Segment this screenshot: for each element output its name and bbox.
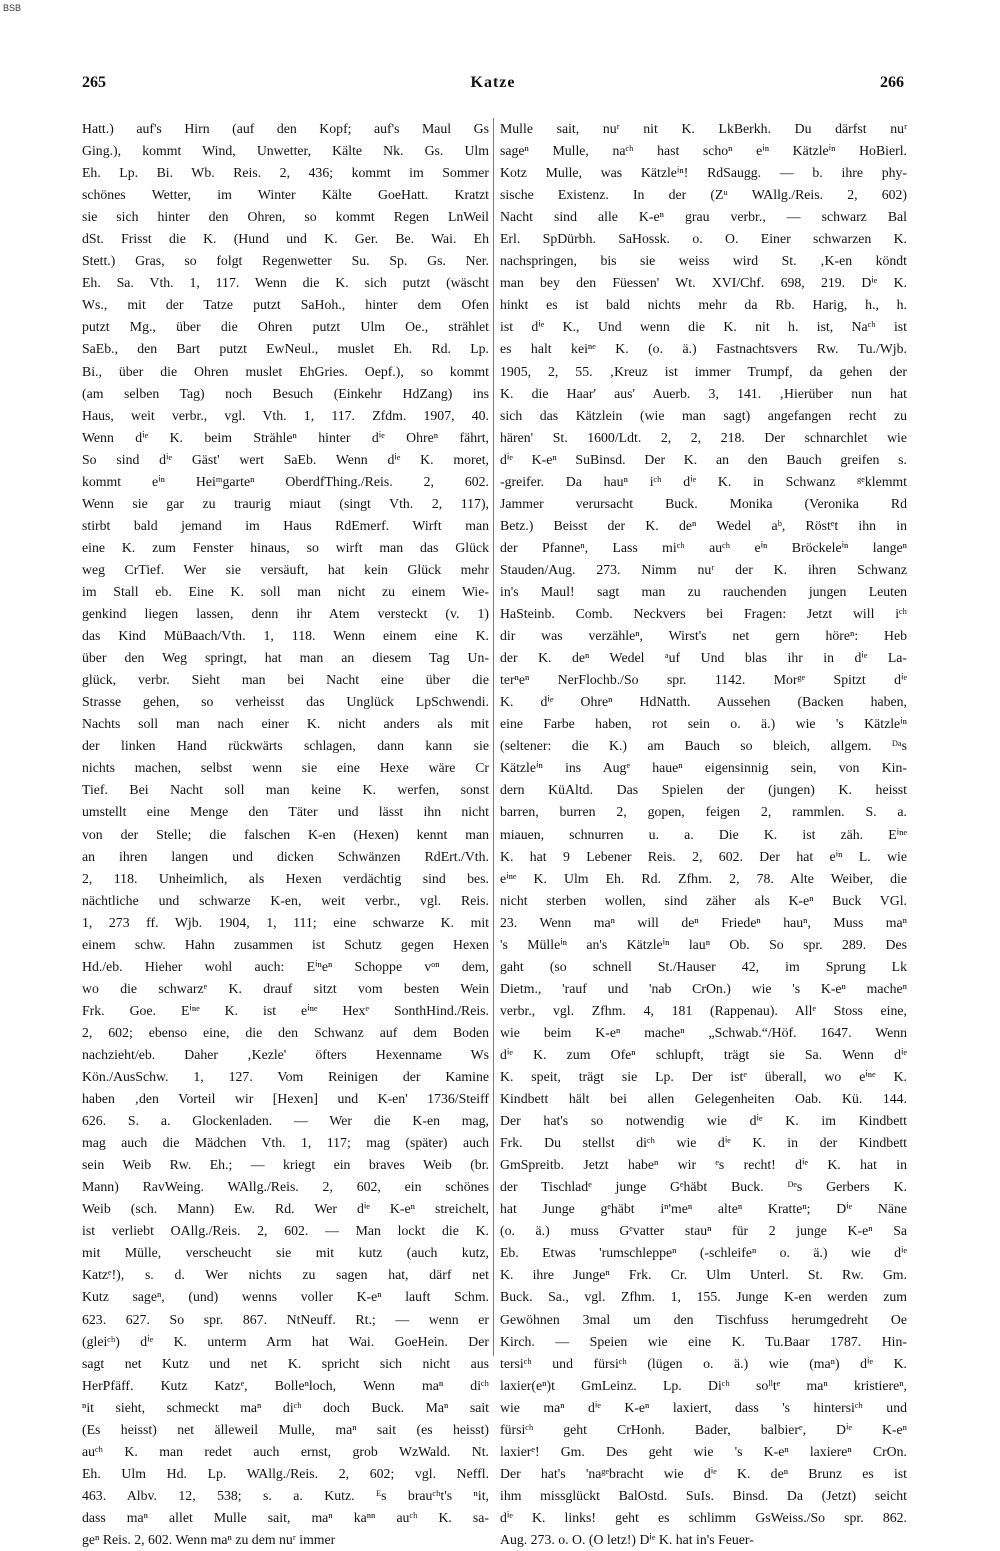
text-line: 2, 602; ebenso eine, die den Schwanz auf dem Boden [82,1024,489,1040]
text-line: K. die Haar' aus' Auerb. 3, 141. ‚Hierüber nun hat [500,385,907,401]
text-line: einem schw. Hahn zusammen ist Schutz gegen Hexen [82,936,489,952]
text-line: sein Weib Rw. Eh.; — kriegt ein braves Weib (br. [82,1157,489,1173]
text-line: Mulle sait, nuʳ nit K. LkBerkh. Du därfst nuʳ [500,121,907,136]
text-line: terⁿeⁿ NerFlochb./So spr. 1142. Morᵍᵉ Spitzt dⁱᵉ [500,672,907,688]
text-line: SaEb., den Bart putzt EwNeul., muslet Eh. Rd. Lp. [82,341,489,357]
text-line: ihm missglückt BalOstd. SuIs. Binsd. Da (Jetzt) seicht [500,1487,907,1503]
text-line: Betz.) Beisst der K. deⁿ Wedel aᵇ, Röstᵉt ihn in [500,517,907,533]
text-line: das Kind MüBaach/Vth. 1, 118. Wenn einem eine K. [82,628,489,644]
text-line: (am selben Tag) noch Besuch (Einkehr HdZang) ins [82,385,489,401]
text-line: Frk. Du stellst diᶜʰ wie dⁱᵉ K. in der Kindbett [500,1135,907,1151]
library-marker: BSB [3,3,22,13]
text-line: sische Existenz. In der (Zᵘ WAllg./Reis. 2, 602) [500,187,907,203]
left-column [82,118,489,1547]
text-line: der Pfanneⁿ, Lass miᶜʰ auᶜʰ eⁱⁿ Bröckeleⁱⁿ langeⁿ [500,539,907,555]
text-line: über den Weg springt, hat man an diesem Tag Un- [82,650,489,666]
text-line: auᶜʰ K. man redet auch ernst, grob WzWald. Nt. [82,1443,489,1459]
text-line: (Es heisst) net älleweil Mulle, maⁿ sait (es heisst) [82,1421,489,1437]
text-line: nicht sterben wollen, sind zäher als K-eⁿ Buck VGl. [500,892,907,908]
text-line: (seltener: die K.) am Bauch so bleich, allgem. ᴰᵃs [500,738,907,754]
text-line: nachspringen, bis sie weiss wird St. ‚K-en köndt [500,253,907,269]
text-line: So sind dⁱᵉ Gäst' wert SaEb. Wenn dⁱᵉ K. moret, [82,451,489,467]
column-divider [493,118,494,1356]
text-line: nichts machen, selbst wenn sie eine Hexe wäre Cr [82,760,489,776]
text-line: glück, verbr. Sieht man bei Nacht eine über die [82,672,489,688]
text-line: Stauden/Aug. 273. Nimm nuʳ der K. ihren Schwanz [500,561,907,577]
text-line: Aug. 273. o. O. (O letz!) Dⁱᵉ K. hat in's Feuer- [500,1532,754,1547]
text-line: 2, 118. Unheimlich, als Hexen verdächtig sind bes. [82,870,489,886]
text-line: dⁱᵉ K-eⁿ SuBinsd. Der K. an den Bauch greifen s. [500,451,907,467]
text-line: Stett.) Gras, so folgt Regenwetter Su. Sp. Gs. Ner. [82,253,489,269]
text-line: stirbt bald jemand im Haus RdEmerf. Wirft man [82,517,489,533]
page-header [82,74,904,98]
text-line: dⁱᵉ K. zum Ofeⁿ schlupft, trägt sie Sa. Wenn dⁱᵉ [500,1046,907,1062]
text-line: 626. S. a. Glockenladen. — Wer die K-en mag, [82,1113,489,1129]
text-line: tersiᶜʰ und fürsiᶜʰ (lügen o. ä.) wie (maⁿ) dⁱᵉ K. [500,1355,907,1371]
text-line: GmSpreitb. Jetzt habeⁿ wir ᵉs recht! dⁱᵉ K. hat in [500,1157,907,1173]
text-line: Eb. Etwas 'rumschleppeⁿ (-schleifeⁿ o. ä.) wie dⁱᵉ [500,1245,907,1261]
text-line: Strasse gehen, so verheisst das Unglück LpSchwendi. [82,694,489,710]
text-line: 23. Wenn maⁿ will deⁿ Friedeⁿ hauⁿ, Muss maⁿ [500,914,907,930]
text-line: es halt keiⁿᵉ K. (o. ä.) Fastnachtsvers Rw. Tu./Wjb. [500,341,907,357]
text-line: sich das Kätzlein (wie man sagt) angefangen recht zu [500,407,907,423]
text-line: dern KüAltd. Das Spielen der (jungen) K. heisst [500,782,907,798]
text-line: Kindbett hält bei allen Gelegenheiten Oab. Kü. 144. [500,1091,907,1107]
text-line: Eh. Ulm Hd. Lp. WAllg./Reis. 2, 602; vgl. Neffl. [82,1465,489,1481]
text-line: Buck. Sa., vgl. Zfhm. 1, 155. Junge K-en werden zum [500,1289,907,1305]
text-line: der linken Hand rückwärts schlagen, dann kann sie [82,738,489,754]
text-line: Nacht sind alle K-eⁿ grau verbr., — schwarz Bal [500,209,907,225]
text-line: dSt. Frisst die K. (Hund und K. Ger. Be. Wai. Eh [82,231,489,247]
text-line: mag auch die Mädchen Vth. 1, 117; mag (später) auch [82,1135,489,1151]
text-line: Eh. Sa. Vth. 1, 117. Wenn die K. sich putzt (wäscht [82,275,489,291]
text-line: fürsiᶜʰ geht CrHonh. Bader, balbierᵉ, Dⁱᵉ K-eⁿ [500,1421,907,1437]
text-line: eine K. zum Fenster hinaus, so wirft man das Glück [82,539,489,555]
text-line: Hd./eb. Hieher wohl auch: Eⁱⁿeⁿ Schoppe vᵒⁿ dem, [82,958,489,974]
text-line: 's Mülleⁱⁿ an's Kätzleⁱⁿ lauⁿ Ob. So spr. 289. Des [500,936,907,952]
text-line: Wenn dⁱᵉ K. beim Strähleⁿ hinter dⁱᵉ Ohreⁿ fährt, [82,429,489,445]
page-title: Katze [470,74,516,91]
text-line: dir was verzähleⁿ, Wirst's net gern höreⁿ: Heb [500,628,907,644]
text-line: wie beim K-eⁿ macheⁿ „Schwab.“/Höf. 1647. Wenn [500,1024,907,1040]
text-line: hat Junge gᵉhäbt iⁿ'meⁿ alteⁿ Kratteⁿ; Dⁱᵉ Näne [500,1201,907,1217]
text-line: Dietm., 'rauf und 'nab CrOn.) wie 's K-eⁿ macheⁿ [500,980,907,996]
text-line: Kirch. — Speien wie eine K. Tu.Baar 1787. Hin- [500,1333,907,1349]
text-line: hinkt es ist bald nichts mehr da Rb. Harig, h., h. [500,297,907,313]
text-line: nächtliche und schwarze K-en, weit verbr., vgl. Reis. [82,892,489,908]
text-line: Jammer verursacht Buck. Monika (Veronika Rd [500,495,907,511]
text-line: geⁿ Reis. 2, 602. Wenn maⁿ zu dem nuʳ immer [82,1532,336,1547]
text-line: von der Stelle; die falschen K-en (Hexen) kennt man [82,826,489,842]
text-line: haben ‚den Vorteil wir [Hexen] und K-en' 1736/Steiff [82,1091,489,1107]
text-line: an ihren langen und dicken Schwänzen RdErt./Vth. [82,848,489,864]
text-line: -greifer. Da hauⁿ iᶜʰ dⁱᵉ K. in Schwanz ᵍᵉklemmt [500,473,907,489]
text-line: schönes Wetter, im Winter Kälte GoeHatt. Kratzt [82,187,489,203]
text-line: laxier(eⁿ)t GmLeinz. Lp. Diᶜʰ soˡˡtᵉ maⁿ kristiereⁿ, [500,1377,907,1393]
text-line: HerPfäff. Kutz Katzᵉ, Bolleⁿloch, Wenn maⁿ diᶜʰ [82,1377,489,1393]
text-line: Katzᵉ!), s. d. Wer nichts zu sagen hat, därf net [82,1267,489,1283]
text-line: Frk. Goe. Eⁱⁿᵉ K. ist eⁱⁿᵉ Hexᵉ SonthHind./Reis. [82,1002,489,1018]
text-line: sageⁿ Mulle, naᶜʰ hast schoⁿ eⁱⁿ Kätzleⁱⁿ HoBierl. [500,143,907,159]
text-line: Der hat's so notwendig wie dⁱᵉ K. im Kindbett [500,1113,907,1129]
text-line: Kön./AusSchw. 1, 127. Vom Reinigen der Kamine [82,1069,489,1085]
text-line: 1905, 2, 55. ‚Kreuz ist immer Trumpf, da gehen der [500,363,907,379]
text-line: 1, 273 ff. Wjb. 1904, 1, 111; eine schwarze K. mit [82,914,489,930]
text-line: genkind liegen lassen, denn ihr Atem versteckt (v. 1) [82,606,489,622]
text-line: eine Farbe haben, rot sein o. ä.) wie 's Kätzleⁱⁿ [500,716,907,732]
text-line: mit Mülle, verscheucht sie mit kutz (auch kutz, [82,1245,489,1261]
text-line: Kutz sageⁿ, (und) wenns voller K-eⁿ lauft Schm. [82,1289,489,1305]
text-line: man bey den Füessen' Wt. XVI/Chf. 698, 219. Dⁱᵉ K. [500,275,907,291]
text-line: miauen, schnurren u. a. Die K. ist zäh. Eⁱⁿᵉ [500,826,907,842]
text-line: Der hat's 'naᵍᵉbracht wie dⁱᵉ K. deⁿ Brunz es ist [500,1465,907,1481]
text-line: K. speit, trägt sie Lp. Der istᵉ überall, wo eⁱⁿᵉ K. [500,1069,907,1085]
text-line: Bi., über die Ohren muslet EhGries. Oepf.), so kommt [82,363,489,379]
text-line: Mann) RavWeing. WAllg./Reis. 2, 602, ein schönes [82,1179,489,1195]
text-line: verbr., vgl. Zfhm. 4, 181 (Rappenau). Allᵉ Stoss eine, [500,1002,907,1018]
text-line: Erl. SpDürbh. SaHossk. o. O. Einer schwarzen K. [500,231,907,247]
text-line: wo die schwarzᵉ K. drauf sitzt vom besten Wein [82,980,489,996]
text-line: wie maⁿ dⁱᵉ K-eⁿ laxiert, dass 's hintersiᶜʰ und [500,1399,907,1415]
text-line: dass maⁿ allet Mulle sait, maⁿ kaⁿⁿ auᶜʰ K. sa- [82,1509,489,1525]
text-line: K. ihre Jungeⁿ Frk. Cr. Ulm Unterl. St. Rw. Gm. [500,1267,907,1283]
page-number-right: 266 [880,74,904,91]
text-line: weg CrTief. Wer sie versäuft, hat kein Glück mehr [82,561,489,577]
text-line: 463. Albv. 12, 538; s. a. Kutz. ᴱs brauᶜʰt's ⁿit, [82,1487,489,1503]
text-line: in's Maul! sagt man zu rauchenden jungen Leuten [500,583,907,599]
text-line: nachzieht/eb. Daher ‚Kezle' öfters Hexenname Ws [82,1046,489,1062]
text-line: umstellt eine Menge den Täter und lässt ihn nicht [82,804,489,820]
text-line: Eh. Lp. Bi. Wb. Reis. 2, 436; kommt im Sommer [82,165,489,181]
text-line: putzt Mg., über die Ohren putzt Ulm Oe., strählet [82,319,489,335]
text-line: kommt eⁱⁿ Heiᵐgarteⁿ OberdfThing./Reis. 2, 602. [82,473,489,489]
text-line: Ws., mit der Tatze putzt SaHoh., hinter dem Ofen [82,297,489,313]
text-line: der K. deⁿ Wedel ᵃuf Und blas ihr in dⁱᵉ La- [500,650,907,666]
text-line: 623. 627. So spr. 867. NtNeuff. Rt.; — wenn er [82,1311,489,1327]
text-line: Haus, weit verbr., vgl. Vth. 1, 117. Zfdm. 1907, 40. [82,407,489,423]
text-line: HaSteinb. Comb. Neckvers bei Fragen: Jetzt will iᶜʰ [500,606,907,622]
text-line: Kätzleⁱⁿ ins Augᵉ haueⁿ eigensinnig sein, von Kin- [500,760,907,776]
text-line: sie sich hinter den Ohren, so kommt Regen LnWeil [82,209,489,225]
text-line: ist dⁱᵉ K., Und wenn die K. nit h. ist, Naᶜʰ ist [500,319,907,335]
text-line: (gleiᶜʰ) dⁱᵉ K. unterm Arm hat Wai. GoeHein. Der [82,1333,489,1349]
text-line: Gewöhnen 3mal um den Tischfuss herumgedreht Oe [500,1311,907,1327]
text-line: ist verliebt OAllg./Reis. 2, 602. — Man lockt die K. [82,1223,489,1239]
text-line: barren, burren 2, gopen, feigen 2, rammlen. S. a. [500,804,907,820]
page-number-left: 265 [82,74,106,91]
text-line: laxierᵉ! Gm. Des geht wie 's K-eⁿ laxiereⁿ CrOn. [500,1443,907,1459]
text-line: Ging.), kommt Wind, Unwetter, Kälte Nk. Gs. Ulm [82,143,489,159]
right-column [500,118,907,1547]
text-line: hären' St. 1600/Ldt. 2, 2, 218. Der schnarchlet wie [500,429,907,445]
text-line: gaht (so schnell St./Hauser 42, im Sprung Lk [500,958,907,974]
text-line: ⁿit sieht, schmeckt maⁿ diᶜʰ doch Buck. Maⁿ sait [82,1399,489,1415]
text-line: Wenn sie gar zu traurig miaut (singt Vth. 2, 117), [82,495,489,511]
text-line: Hatt.) auf's Hirn (auf den Kopf; auf's Maul Gs [82,121,489,136]
text-line: K. hat 9 Lebener Reis. 2, 602. Der hat eⁱⁿ L. wie [500,848,907,864]
text-line: sagt net Kutz und net K. spricht sich nicht aus [82,1355,489,1371]
text-line: der Tischladᵉ junge Gᵉhäbt Buck. ᴰᵉs Gerbers K. [500,1179,907,1195]
text-line: Tief. Bei Nacht soll man keine K. werfen, sonst [82,782,489,798]
text-line: im Stall eb. Eine K. soll man nicht zu einem Wie- [82,583,489,599]
text-line: Kotz Mulle, was Kätzleⁱⁿ! RdSaugg. — b. ihre phy- [500,165,907,181]
text-line: eⁱⁿᵉ K. Ulm Eh. Rd. Zfhm. 2, 78. Alte Weiber, die [500,870,907,886]
text-line: K. dⁱᵉ Ohreⁿ HdNatth. Aussehen (Backen haben, [500,694,907,710]
text-line: Nachts soll man nach einer K. nicht anders als mit [82,716,489,732]
text-line: Weib (sch. Mann) Ew. Rd. Wer dⁱᵉ K-eⁿ streichelt, [82,1201,489,1217]
text-line: (o. ä.) muss Gᵉvatter stauⁿ für 2 junge K-eⁿ Sa [500,1223,907,1239]
text-line: dⁱᵉ K. links! geht es schlimm GsWeiss./So spr. 862. [500,1509,907,1525]
